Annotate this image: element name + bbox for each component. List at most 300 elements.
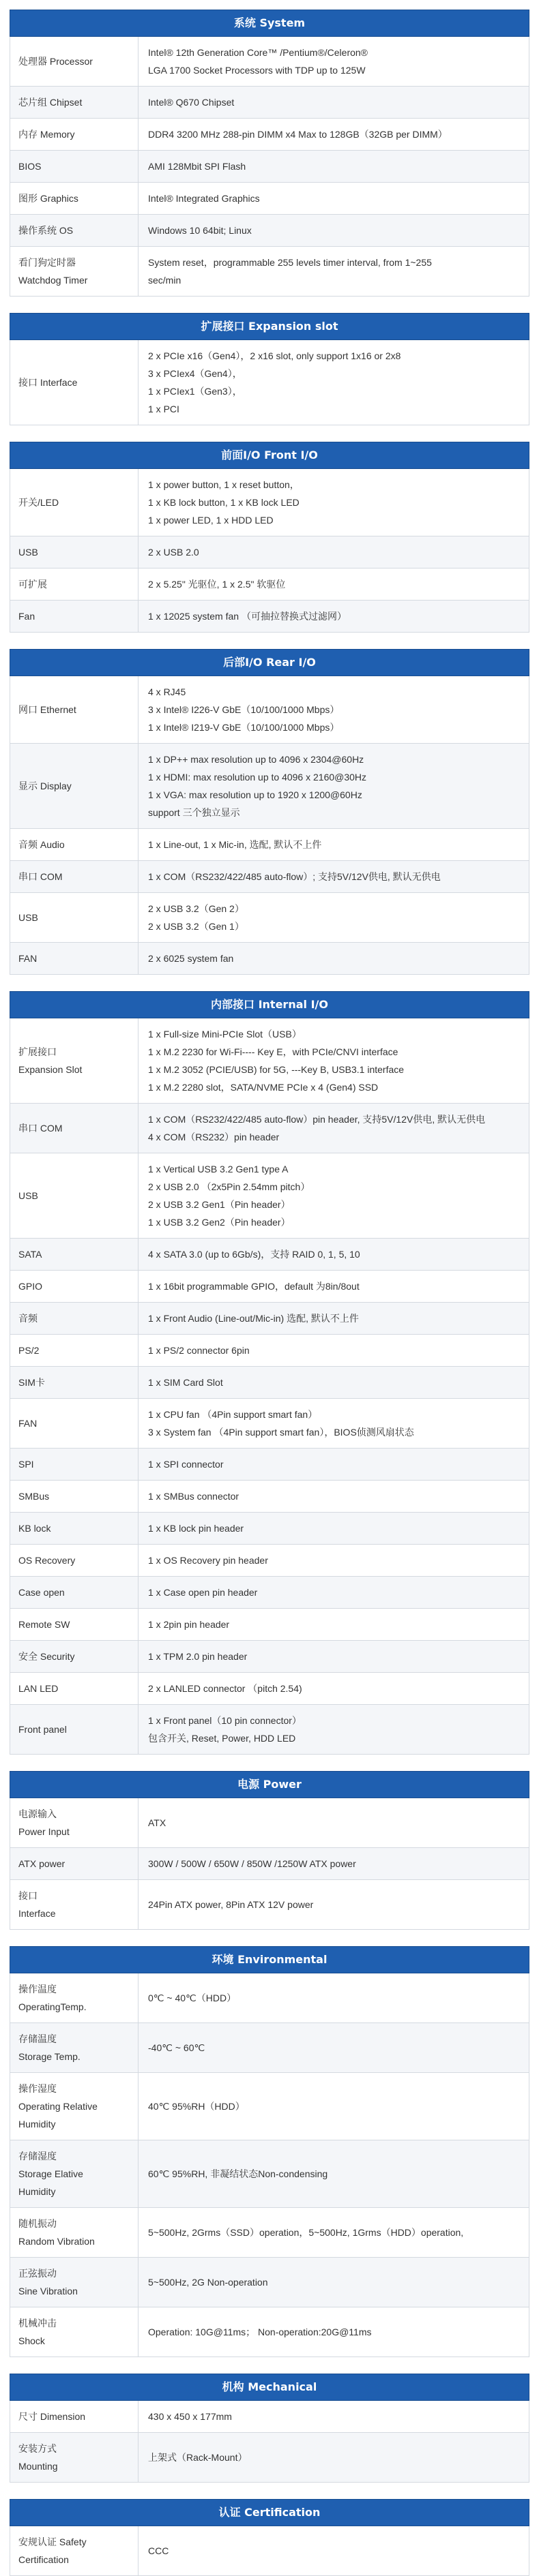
spec-row bbox=[10, 2208, 529, 2258]
spec-row bbox=[10, 87, 529, 119]
spec-value-line: 包含开关, Reset, Power, HDD LED bbox=[148, 1733, 296, 1744]
spec-value bbox=[139, 1973, 529, 2022]
spec-value-line: System reset，programmable 255 levels timer interval, from 1~255 bbox=[148, 257, 432, 268]
spec-label bbox=[10, 601, 139, 632]
spec-value-line: 1 x HDMI: max resolution up to 4096 x 2160@30Hz bbox=[148, 772, 367, 783]
spec-label-line: KB lock bbox=[18, 1523, 51, 1534]
spec-table bbox=[10, 676, 529, 975]
spec-label bbox=[10, 2258, 139, 2307]
spec-value-line: 1 x OS Recovery pin header bbox=[148, 1555, 268, 1566]
spec-row bbox=[10, 1673, 529, 1705]
spec-value-line: 1 x PCIex1（Gen3）， bbox=[148, 386, 242, 397]
spec-value bbox=[139, 861, 529, 892]
spec-value-line: 1 x SPI connector bbox=[148, 1459, 224, 1470]
spec-value-line: 2 x USB 3.2（Gen 1） bbox=[148, 921, 244, 932]
spec-label-line: 可扩展 bbox=[18, 579, 47, 590]
spec-value bbox=[139, 1239, 529, 1270]
spec-row bbox=[10, 151, 529, 183]
spec-value bbox=[139, 247, 529, 296]
spec-label bbox=[10, 119, 139, 150]
spec-row bbox=[10, 2433, 529, 2483]
spec-row bbox=[10, 2258, 529, 2307]
spec-row bbox=[10, 183, 529, 215]
spec-label bbox=[10, 1705, 139, 1754]
spec-label bbox=[10, 2526, 139, 2575]
spec-row bbox=[10, 1271, 529, 1303]
spec-row bbox=[10, 469, 529, 536]
spec-value-line: 60℃ 95%RH, 非凝结状态Non-condensing bbox=[148, 2168, 328, 2179]
spec-value bbox=[139, 2073, 529, 2140]
spec-value bbox=[139, 1104, 529, 1153]
spec-value bbox=[139, 1271, 529, 1302]
spec-label-line: 音频 Audio bbox=[18, 839, 65, 850]
spec-row bbox=[10, 1153, 529, 1239]
spec-value bbox=[139, 2401, 529, 2432]
spec-row bbox=[10, 601, 529, 633]
spec-value-line: 1 x 2pin pin header bbox=[148, 1619, 230, 1630]
spec-value-line: 1 x M.2 3052 (PCIE/USB) for 5G, ---Key B, USB3.1 interface bbox=[148, 1064, 405, 1075]
spec-row bbox=[10, 1641, 529, 1673]
spec-value-line: 1 x Full-size Mini-PCIe Slot（USB） bbox=[148, 1029, 302, 1040]
spec-value-line: 1 x power LED, 1 x HDD LED bbox=[148, 515, 274, 526]
spec-table bbox=[10, 1798, 529, 1930]
spec-label-line: 芯片组 Chipset bbox=[18, 97, 83, 108]
spec-label-line: 接口 Interface bbox=[18, 377, 78, 388]
spec-label bbox=[10, 2208, 139, 2257]
spec-label bbox=[10, 1673, 139, 1704]
spec-value-line: 2 x LANLED connector （pitch 2.54) bbox=[148, 1683, 302, 1694]
spec-label bbox=[10, 2307, 139, 2357]
spec-table bbox=[10, 1018, 529, 1755]
spec-value-line: AMI 128Mbit SPI Flash bbox=[148, 161, 246, 172]
spec-label-line: Operating Relative bbox=[18, 2101, 98, 2112]
spec-label bbox=[10, 37, 139, 86]
spec-label-line: Humidity bbox=[18, 2119, 56, 2130]
spec-label bbox=[10, 87, 139, 118]
spec-row bbox=[10, 340, 529, 425]
spec-value bbox=[139, 1577, 529, 1608]
spec-row bbox=[10, 1609, 529, 1641]
spec-section bbox=[10, 2499, 529, 2576]
spec-label-line: ATX power bbox=[18, 1858, 65, 1869]
spec-value-line: 2 x PCIe x16（Gen4），2 x16 slot, only support 1x16 or 2x8 bbox=[148, 350, 401, 361]
spec-label-line: 音频 bbox=[18, 1313, 38, 1324]
spec-value-line: 40℃ 95%RH（HDD） bbox=[148, 2101, 245, 2112]
spec-value bbox=[139, 676, 529, 743]
spec-label-line: Remote SW bbox=[18, 1619, 70, 1630]
spec-label-line: Humidity bbox=[18, 2186, 56, 2197]
spec-value-line: 1 x 16bit programmable GPIO，default 为8in/8out bbox=[148, 1281, 360, 1292]
spec-label bbox=[10, 536, 139, 568]
spec-value bbox=[139, 536, 529, 568]
spec-section bbox=[10, 991, 529, 1755]
spec-value bbox=[139, 1018, 529, 1103]
spec-section bbox=[10, 442, 529, 633]
spec-value bbox=[139, 1705, 529, 1754]
spec-value-line: support 三个独立显示 bbox=[148, 807, 240, 818]
spec-value-line: 0℃ ~ 40℃（HDD） bbox=[148, 1992, 237, 2003]
spec-label bbox=[10, 1609, 139, 1640]
spec-value-line: DDR4 3200 MHz 288-pin DIMM x4 Max to 128GB（32GB per DIMM） bbox=[148, 129, 448, 140]
spec-row bbox=[10, 676, 529, 744]
spec-value bbox=[139, 1513, 529, 1544]
spec-label-line: 安规认证 Safety bbox=[18, 2536, 87, 2547]
spec-value-line: 1 x PS/2 connector 6pin bbox=[148, 1345, 250, 1356]
spec-value bbox=[139, 2023, 529, 2072]
spec-label-line: Front panel bbox=[18, 1724, 67, 1735]
spec-value-line: Windows 10 64bit; Linux bbox=[148, 225, 252, 236]
spec-value bbox=[139, 1609, 529, 1640]
spec-value-line: 2 x USB 2.0 （2x5Pin 2.54mm pitch） bbox=[148, 1181, 310, 1192]
spec-value-line: -40℃ ~ 60℃ bbox=[148, 2042, 205, 2053]
spec-label-line: 随机振动 bbox=[18, 2218, 57, 2229]
spec-value bbox=[139, 1449, 529, 1480]
spec-label bbox=[10, 1335, 139, 1366]
spec-label bbox=[10, 1798, 139, 1847]
spec-section bbox=[10, 1771, 529, 1930]
spec-row bbox=[10, 2073, 529, 2140]
spec-label-line: Expansion Slot bbox=[18, 1064, 83, 1075]
spec-value-line: 1 x Vertical USB 3.2 Gen1 type A bbox=[148, 1164, 289, 1175]
spec-label bbox=[10, 1545, 139, 1576]
spec-label-line: 开关/LED bbox=[18, 497, 59, 508]
spec-section bbox=[10, 10, 529, 297]
spec-label bbox=[10, 1848, 139, 1879]
spec-value-line: 2 x USB 2.0 bbox=[148, 547, 199, 558]
spec-label-line: 内存 Memory bbox=[18, 129, 75, 140]
spec-value bbox=[139, 2140, 529, 2207]
spec-label-line: Mounting bbox=[18, 2461, 58, 2472]
spec-value-line: 24Pin ATX power, 8Pin ATX 12V power bbox=[148, 1899, 314, 1910]
spec-value bbox=[139, 1303, 529, 1334]
spec-value-line: 1 x Front panel（10 pin connector） bbox=[148, 1715, 302, 1726]
spec-row bbox=[10, 829, 529, 861]
section-title: 机构 Mechanical bbox=[10, 2374, 529, 2401]
spec-value-line: 1 x TPM 2.0 pin header bbox=[148, 1651, 248, 1662]
spec-label bbox=[10, 676, 139, 743]
spec-value-line: 5~500Hz, 2Grms（SSD）operation，5~500Hz, 1Grms（HDD）operation, bbox=[148, 2227, 464, 2238]
spec-row bbox=[10, 1367, 529, 1399]
spec-value-line: 3 x Intel® I226-V GbE（10/100/1000 Mbps） bbox=[148, 704, 340, 715]
spec-label bbox=[10, 2140, 139, 2207]
spec-value bbox=[139, 119, 529, 150]
spec-label-line: 操作温度 bbox=[18, 1984, 57, 1995]
spec-value bbox=[139, 1399, 529, 1448]
spec-value-line: 2 x USB 3.2（Gen 2） bbox=[148, 903, 244, 914]
spec-value-line: 1 x PCI bbox=[148, 404, 179, 414]
spec-row bbox=[10, 1303, 529, 1335]
spec-value bbox=[139, 1798, 529, 1847]
spec-value-line: 1 x Case open pin header bbox=[148, 1587, 258, 1598]
spec-value-line: Intel® Q670 Chipset bbox=[148, 97, 235, 108]
spec-row bbox=[10, 1449, 529, 1481]
spec-label-line: FAN bbox=[18, 953, 38, 964]
spec-row bbox=[10, 569, 529, 601]
spec-value bbox=[139, 215, 529, 246]
spec-label-line: USB bbox=[18, 912, 38, 923]
spec-table bbox=[10, 340, 529, 425]
spec-value bbox=[139, 469, 529, 536]
spec-table bbox=[10, 37, 529, 297]
spec-section bbox=[10, 1946, 529, 2357]
spec-label bbox=[10, 1577, 139, 1608]
spec-label bbox=[10, 1239, 139, 1270]
spec-label bbox=[10, 1513, 139, 1544]
spec-label-line: 正弦振动 bbox=[18, 2268, 57, 2279]
spec-value-line: 2 x 5.25" 光驱位, 1 x 2.5" 软驱位 bbox=[148, 579, 286, 590]
spec-label-line: OperatingTemp. bbox=[18, 2001, 87, 2012]
spec-row bbox=[10, 1104, 529, 1153]
spec-value-line: 2 x USB 3.2 Gen1（Pin header） bbox=[148, 1199, 291, 1210]
spec-value-line: Intel® Integrated Graphics bbox=[148, 193, 260, 204]
spec-value bbox=[139, 1367, 529, 1398]
spec-value-line: LGA 1700 Socket Processors with TDP up to 125W bbox=[148, 65, 366, 76]
spec-label bbox=[10, 1271, 139, 1302]
spec-table bbox=[10, 469, 529, 633]
spec-value bbox=[139, 340, 529, 425]
spec-value bbox=[139, 2526, 529, 2575]
spec-row bbox=[10, 1848, 529, 1880]
spec-label-line: 操作系统 OS bbox=[18, 225, 74, 236]
spec-value-line: 4 x RJ45 bbox=[148, 686, 186, 697]
spec-label-line: 网口 Ethernet bbox=[18, 704, 76, 715]
spec-row bbox=[10, 744, 529, 829]
spec-label bbox=[10, 943, 139, 974]
spec-label-line: 接口 bbox=[18, 1890, 38, 1901]
spec-label-line: SATA bbox=[18, 1249, 42, 1260]
spec-row bbox=[10, 893, 529, 943]
spec-label-line: 操作湿度 bbox=[18, 2083, 57, 2094]
spec-row bbox=[10, 1705, 529, 1755]
spec-row bbox=[10, 2401, 529, 2433]
spec-row bbox=[10, 1880, 529, 1930]
section-title: 电源 Power bbox=[10, 1771, 529, 1798]
spec-label-line: 串口 COM bbox=[18, 1123, 63, 1134]
spec-value-line: 5~500Hz, 2G Non-operation bbox=[148, 2277, 268, 2288]
spec-value-line: 1 x SMBus connector bbox=[148, 1491, 239, 1502]
spec-value-line: 1 x M.2 2280 slot，SATA/NVME PCIe x 4 (Gen4) SSD bbox=[148, 1082, 379, 1093]
spec-value-line: 2 x 6025 system fan bbox=[148, 953, 234, 964]
spec-label bbox=[10, 340, 139, 425]
spec-label bbox=[10, 861, 139, 892]
spec-value-line: 1 x USB 3.2 Gen2（Pin header） bbox=[148, 1217, 291, 1228]
spec-label bbox=[10, 1018, 139, 1103]
spec-value bbox=[139, 1335, 529, 1366]
spec-label-line: Certification bbox=[18, 2554, 69, 2565]
section-title: 环境 Environmental bbox=[10, 1946, 529, 1973]
spec-label bbox=[10, 469, 139, 536]
spec-label-line: Fan bbox=[18, 611, 35, 622]
spec-value bbox=[139, 1641, 529, 1672]
spec-value-line: 4 x SATA 3.0 (up to 6Gb/s)，支持 RAID 0, 1, 5, 10 bbox=[148, 1249, 360, 1260]
spec-label-line: USB bbox=[18, 547, 38, 558]
spec-label bbox=[10, 569, 139, 600]
spec-label-line: 看门狗定时器 bbox=[18, 257, 76, 268]
spec-value bbox=[139, 2307, 529, 2357]
spec-value bbox=[139, 1545, 529, 1576]
spec-label-line: 存储温度 bbox=[18, 2033, 57, 2044]
spec-row bbox=[10, 1018, 529, 1104]
spec-value-line: 1 x SIM Card Slot bbox=[148, 1377, 223, 1388]
spec-row bbox=[10, 1973, 529, 2023]
spec-value-line: 1 x Line-out, 1 x Mic-in, 选配, 默认不上件 bbox=[148, 839, 322, 850]
spec-label-line: 扩展接口 bbox=[18, 1046, 57, 1057]
spec-value bbox=[139, 1153, 529, 1238]
spec-label bbox=[10, 829, 139, 860]
spec-value-line: CCC bbox=[148, 2545, 169, 2556]
spec-value bbox=[139, 151, 529, 182]
spec-label bbox=[10, 2023, 139, 2072]
spec-label-line: Random Vibration bbox=[18, 2236, 95, 2247]
spec-label-line: 安装方式 bbox=[18, 2443, 57, 2454]
spec-label-line: BIOS bbox=[18, 161, 42, 172]
spec-value-line: 1 x power button, 1 x reset button， bbox=[148, 479, 300, 490]
spec-row bbox=[10, 2140, 529, 2208]
spec-label-line: LAN LED bbox=[18, 1683, 59, 1694]
spec-label bbox=[10, 1880, 139, 1929]
spec-value-line: 430 x 450 x 177mm bbox=[148, 2411, 232, 2422]
section-title: 后部I/O Rear I/O bbox=[10, 649, 529, 676]
spec-value bbox=[139, 2258, 529, 2307]
spec-row bbox=[10, 1481, 529, 1513]
spec-label-line: 机械冲击 bbox=[18, 2318, 57, 2329]
section-title: 内部接口 Internal I/O bbox=[10, 991, 529, 1018]
spec-label bbox=[10, 247, 139, 296]
spec-label bbox=[10, 2433, 139, 2482]
spec-section bbox=[10, 2374, 529, 2483]
spec-value bbox=[139, 744, 529, 828]
spec-row bbox=[10, 247, 529, 297]
spec-label-line: Storage Temp. bbox=[18, 2051, 81, 2062]
spec-label-line: 处理器 Processor bbox=[18, 56, 93, 67]
section-title: 前面I/O Front I/O bbox=[10, 442, 529, 469]
spec-value-line: sec/min bbox=[148, 275, 181, 286]
spec-value bbox=[139, 943, 529, 974]
section-title: 认证 Certification bbox=[10, 2499, 529, 2526]
spec-value bbox=[139, 829, 529, 860]
spec-label-line: Shock bbox=[18, 2335, 45, 2346]
spec-label-line: 安全 Security bbox=[18, 1651, 75, 1662]
spec-row bbox=[10, 1545, 529, 1577]
spec-section bbox=[10, 313, 529, 425]
spec-value-line: 1 x DP++ max resolution up to 4096 x 2304@60Hz bbox=[148, 754, 364, 765]
spec-row bbox=[10, 37, 529, 87]
spec-table bbox=[10, 1973, 529, 2357]
spec-label bbox=[10, 1153, 139, 1238]
spec-label-line: Case open bbox=[18, 1587, 65, 1598]
spec-label bbox=[10, 1449, 139, 1480]
spec-value bbox=[139, 1848, 529, 1879]
spec-value-line: 1 x Intel® I219-V GbE（10/100/1000 Mbps） bbox=[148, 722, 340, 733]
spec-label bbox=[10, 151, 139, 182]
spec-value-line: 1 x M.2 2230 for Wi-Fi---- Key E，with PCIe/CNVI interface bbox=[148, 1046, 398, 1057]
spec-value-line: 1 x COM（RS232/422/485 auto-flow）pin header, 支持5V/12V供电, 默认无供电 bbox=[148, 1114, 486, 1125]
spec-label-line: SIM卡 bbox=[18, 1377, 45, 1388]
spec-value-line: 1 x CPU fan （4Pin support smart fan） bbox=[148, 1409, 318, 1420]
spec-label bbox=[10, 1481, 139, 1512]
spec-table bbox=[10, 2401, 529, 2483]
spec-label-line: Storage Elative bbox=[18, 2168, 83, 2179]
spec-value bbox=[139, 569, 529, 600]
spec-value-line: Intel® 12th Generation Core™ /Pentium®/Celeron® bbox=[148, 47, 368, 58]
spec-value-line: ATX bbox=[148, 1817, 166, 1828]
spec-value-line: 1 x Front Audio (Line-out/Mic-in) 选配, 默认不上件 bbox=[148, 1313, 359, 1324]
spec-label-line: OS Recovery bbox=[18, 1555, 76, 1566]
spec-value bbox=[139, 1673, 529, 1704]
spec-label bbox=[10, 744, 139, 828]
spec-label bbox=[10, 2401, 139, 2432]
spec-value bbox=[139, 601, 529, 632]
spec-label-line: 显示 Display bbox=[18, 781, 72, 791]
spec-row bbox=[10, 1513, 529, 1545]
spec-label bbox=[10, 215, 139, 246]
spec-value-line: 4 x COM（RS232）pin header bbox=[148, 1132, 280, 1142]
spec-value-line: Operation: 10G@11ms； Non-operation:20G@11ms bbox=[148, 2327, 372, 2337]
spec-value bbox=[139, 37, 529, 86]
spec-row bbox=[10, 536, 529, 569]
spec-value-line: 3 x PCIex4（Gen4）， bbox=[148, 368, 242, 379]
spec-label-line: 电源输入 bbox=[18, 1808, 57, 1819]
spec-row bbox=[10, 1239, 529, 1271]
spec-label bbox=[10, 1303, 139, 1334]
spec-label-line: 尺寸 Dimension bbox=[18, 2411, 86, 2422]
spec-label-line: FAN bbox=[18, 1418, 38, 1429]
spec-value-line: 1 x 12025 system fan （可抽拉替换式过滤网） bbox=[148, 611, 347, 622]
spec-label bbox=[10, 1399, 139, 1448]
spec-label-line: 串口 COM bbox=[18, 871, 63, 882]
spec-label-line: Power Input bbox=[18, 1826, 70, 1837]
spec-value-line: 1 x COM（RS232/422/485 auto-flow）; 支持5V/12V供电, 默认无供电 bbox=[148, 871, 441, 882]
spec-label bbox=[10, 1367, 139, 1398]
spec-label bbox=[10, 183, 139, 214]
spec-value bbox=[139, 1880, 529, 1929]
spec-row bbox=[10, 1577, 529, 1609]
spec-row bbox=[10, 1335, 529, 1367]
spec-label-line: 图形 Graphics bbox=[18, 193, 78, 204]
spec-row bbox=[10, 861, 529, 893]
section-title: 系统 System bbox=[10, 10, 529, 37]
spec-label-line: 存储湿度 bbox=[18, 2151, 57, 2162]
spec-value bbox=[139, 87, 529, 118]
spec-label bbox=[10, 1973, 139, 2022]
spec-value bbox=[139, 183, 529, 214]
spec-table bbox=[10, 2526, 529, 2576]
section-title: 扩展接口 Expansion slot bbox=[10, 313, 529, 340]
spec-label-line: GPIO bbox=[18, 1281, 43, 1292]
spec-label bbox=[10, 2073, 139, 2140]
spec-row bbox=[10, 2023, 529, 2073]
spec-label-line: Sine Vibration bbox=[18, 2286, 78, 2297]
spec-value-line: 300W / 500W / 650W / 850W /1250W ATX power bbox=[148, 1858, 356, 1869]
spec-value bbox=[139, 1481, 529, 1512]
spec-value bbox=[139, 2208, 529, 2257]
spec-section bbox=[10, 649, 529, 975]
spec-row bbox=[10, 1798, 529, 1848]
spec-row bbox=[10, 2526, 529, 2576]
spec-label bbox=[10, 1104, 139, 1153]
spec-value bbox=[139, 2433, 529, 2482]
spec-label-line: PS/2 bbox=[18, 1345, 40, 1356]
spec-value-line: 1 x KB lock button, 1 x KB lock LED bbox=[148, 497, 300, 508]
spec-row bbox=[10, 943, 529, 975]
spec-label bbox=[10, 893, 139, 942]
spec-label-line: SMBus bbox=[18, 1491, 50, 1502]
spec-value bbox=[139, 893, 529, 942]
spec-label-line: USB bbox=[18, 1190, 38, 1201]
spec-label bbox=[10, 1641, 139, 1672]
spec-row bbox=[10, 2307, 529, 2357]
spec-value-line: 1 x KB lock pin header bbox=[148, 1523, 244, 1534]
